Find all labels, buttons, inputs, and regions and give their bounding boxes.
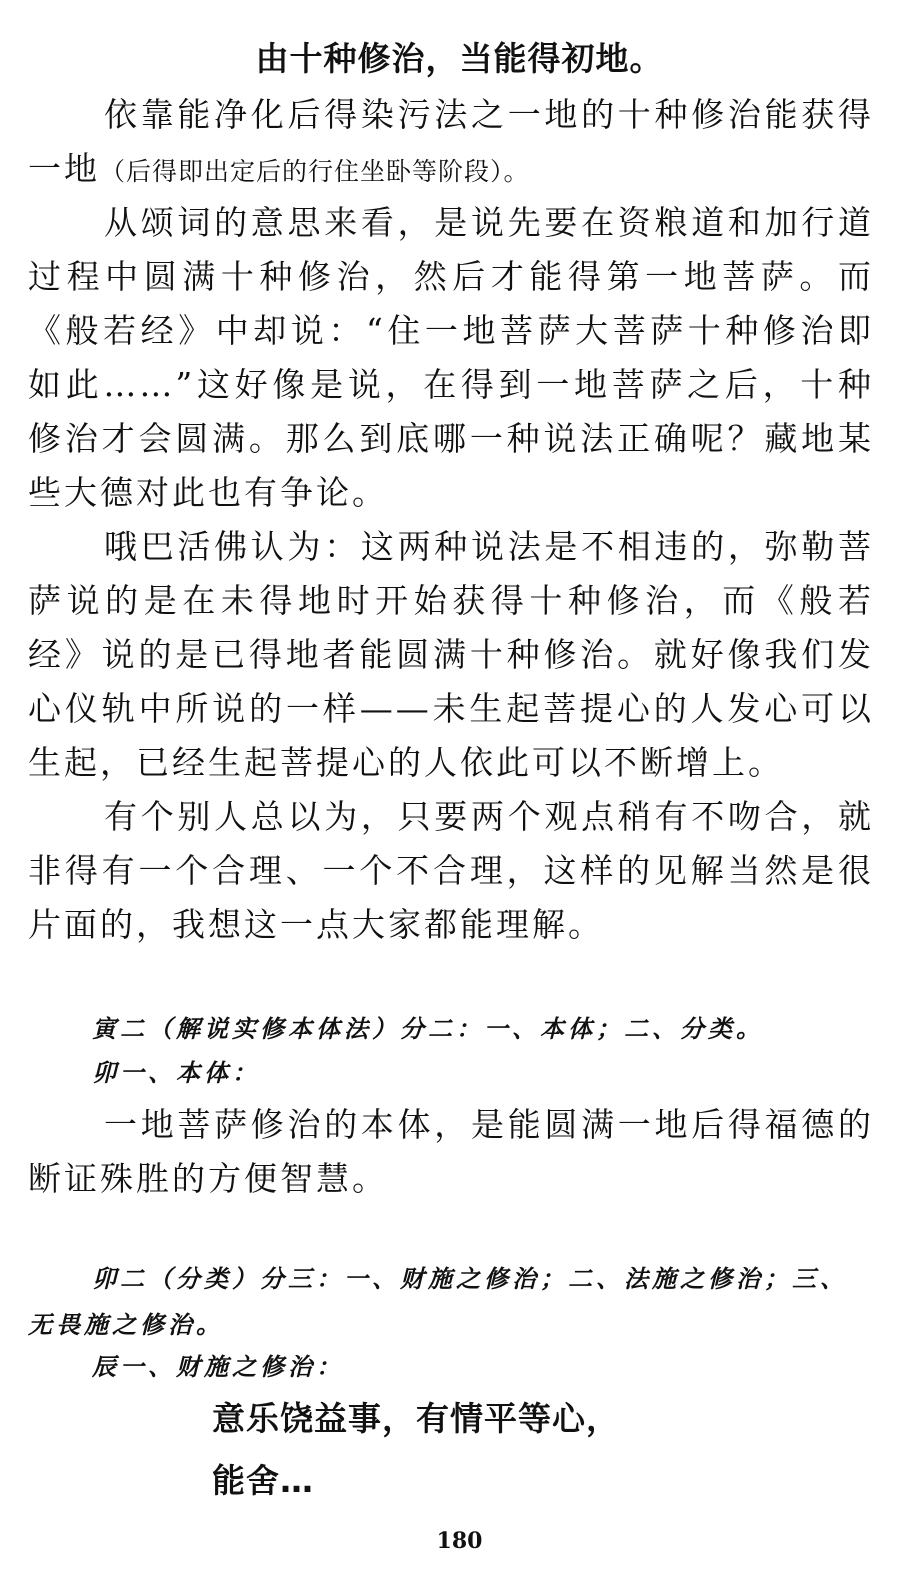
section-heading-mao1: 卯一、本体： [92,1058,260,1087]
verse-line-1: 意乐饶益事，有情平等心， [212,1399,620,1438]
verse-line-2: 能舍… [212,1461,314,1500]
paragraph-1 [28,88,874,199]
paragraph-1-text: 依靠能净化后得染污法之一地的十种修治能获得一地 [28,95,874,188]
paragraph-2: 从颂词的意思来看，是说先要在资粮道和加行道过程中圆满十种修治，然后才能得第一地菩萨。而《般若经》中却说：“住一地菩萨大菩萨十种修治即如此……”这好像是说，在得到一地菩萨之后，十种修治才会圆满。那么到底哪一种说法正确呢？藏地某些大德对此也有争论。 [28,203,874,512]
paragraph-essence: 一地菩萨修治的本体，是能圆满一地后得福德的断证殊胜的方便智慧。 [28,1105,874,1198]
section-heading-yin2: 寅二（解说实修本体法）分二：一、本体；二、分类。 [92,1014,764,1043]
paragraph-1-note: （后得即出定后的行住坐卧等阶段）。 [100,157,530,186]
section-heading-mao2: 卯二（分类）分三：一、财施之修治；二、法施之修治；三、无畏施之修治。 [28,1264,848,1339]
verse-title: 由十种修治，当能得初地。 [255,39,664,78]
section-heading-chen1: 辰一、财施之修治： [92,1352,344,1381]
paragraph-4: 有个别人总以为，只要两个观点稍有不吻合，就非得有一个合理、一个不合理，这样的见解当然是很片面的，我想这一点大家都能理解。 [28,797,874,944]
paragraph-3: 哦巴活佛认为：这两种说法是不相违的，弥勒菩萨说的是在未得地时开始获得十种修治，而《般若经》说的是已得地者能圆满十种修治。就好像我们发心仪轨中所说的一样——未生起菩提心的人发心可以生起，已经生起菩提心的人依此可以不断增上。 [28,527,874,782]
verse-block [212,1388,832,1512]
page-number: 180 [436,1528,483,1554]
